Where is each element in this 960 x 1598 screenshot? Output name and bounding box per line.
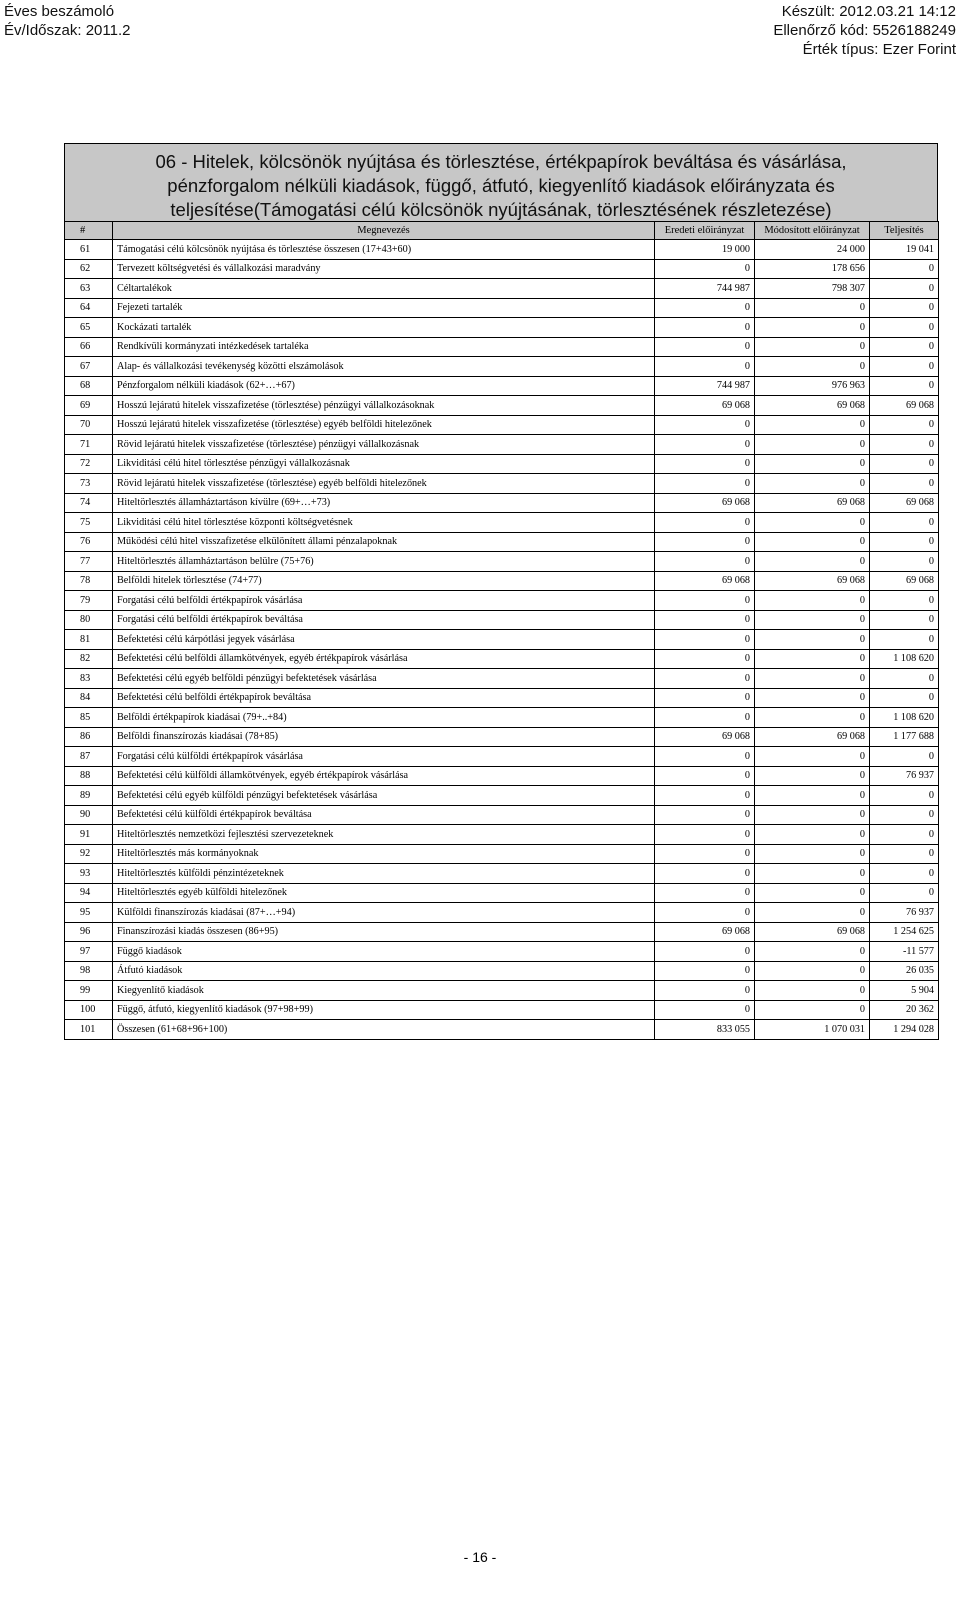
table-row [65, 240, 939, 260]
row-index: 98 [65, 961, 113, 981]
row-original: 0 [655, 747, 755, 767]
row-actual: 0 [870, 669, 939, 689]
row-modified: 0 [755, 591, 870, 611]
row-original: 0 [655, 766, 755, 786]
row-name: Fejezeti tartalék [113, 298, 655, 318]
row-index: 86 [65, 727, 113, 747]
row-index: 70 [65, 415, 113, 435]
row-index: 79 [65, 591, 113, 611]
column-header-index: # [65, 222, 113, 240]
row-original: 0 [655, 786, 755, 806]
row-index: 95 [65, 903, 113, 923]
row-original: 0 [655, 961, 755, 981]
row-actual: -11 577 [870, 942, 939, 962]
row-original: 0 [655, 513, 755, 533]
row-name: Rövid lejáratú hitelek visszafizetése (törlesztése) egyéb belföldi hitelezőnek [113, 474, 655, 494]
row-name: Kiegyenlítő kiadások [113, 981, 655, 1001]
check-code: Ellenőrző kód: 5526188249 [773, 22, 956, 39]
row-name: Támogatási célú kölcsönök nyújtása és törlesztése összesen (17+43+60) [113, 240, 655, 260]
row-original: 0 [655, 981, 755, 1001]
row-name: Befektetési célú egyéb külföldi pénzügyi befektetések vásárlása [113, 786, 655, 806]
table-row [65, 318, 939, 338]
column-header-name: Megnevezés [113, 222, 655, 240]
report-type: Éves beszámoló [4, 3, 115, 20]
row-name: Külföldi finanszírozás kiadásai (87+…+94) [113, 903, 655, 923]
table-header-row [65, 222, 939, 240]
table-row [65, 630, 939, 650]
row-actual: 0 [870, 610, 939, 630]
row-actual: 0 [870, 552, 939, 572]
data-table [64, 221, 939, 1040]
row-actual: 1 254 625 [870, 922, 939, 942]
row-index: 83 [65, 669, 113, 689]
row-name: Forgatási célú belföldi értékpapírok vásárlása [113, 591, 655, 611]
row-index: 96 [65, 922, 113, 942]
table-row [65, 532, 939, 552]
row-index: 67 [65, 357, 113, 377]
row-original: 744 987 [655, 376, 755, 396]
row-modified: 0 [755, 357, 870, 377]
row-actual: 0 [870, 259, 939, 279]
row-modified: 0 [755, 513, 870, 533]
row-modified: 0 [755, 435, 870, 455]
row-original: 69 068 [655, 571, 755, 591]
row-modified: 69 068 [755, 493, 870, 513]
row-modified: 0 [755, 552, 870, 572]
row-modified: 0 [755, 649, 870, 669]
row-actual: 0 [870, 435, 939, 455]
row-name: Likviditási célú hitel törlesztése központi költségvetésnek [113, 513, 655, 533]
row-actual: 0 [870, 298, 939, 318]
row-index: 66 [65, 337, 113, 357]
row-modified: 0 [755, 825, 870, 845]
report-title [64, 143, 938, 221]
row-name: Likviditási célú hitel törlesztése pénzügyi vállalkozásnak [113, 454, 655, 474]
row-actual: 0 [870, 844, 939, 864]
report-header-left [4, 2, 130, 40]
column-header-modified: Módosított előirányzat [755, 222, 870, 240]
table-row [65, 415, 939, 435]
row-name: Pénzforgalom nélküli kiadások (62+…+67) [113, 376, 655, 396]
table-row [65, 454, 939, 474]
row-original: 744 987 [655, 279, 755, 299]
table-row [65, 337, 939, 357]
table-row [65, 766, 939, 786]
row-actual: 76 937 [870, 903, 939, 923]
row-index: 74 [65, 493, 113, 513]
row-original: 0 [655, 318, 755, 338]
row-actual: 0 [870, 415, 939, 435]
table-row [65, 357, 939, 377]
row-name: Rendkívüli kormányzati intézkedések tartaléka [113, 337, 655, 357]
row-index: 89 [65, 786, 113, 806]
row-name: Hosszú lejáratú hitelek visszafizetése (törlesztése) pénzügyi vállalkozásoknak [113, 396, 655, 416]
table-row [65, 669, 939, 689]
table-row [65, 279, 939, 299]
row-original: 0 [655, 298, 755, 318]
row-name: Kockázati tartalék [113, 318, 655, 338]
row-original: 0 [655, 1000, 755, 1020]
row-original: 0 [655, 825, 755, 845]
table-row [65, 864, 939, 884]
row-name: Hiteltörlesztés nemzetközi fejlesztési szervezeteknek [113, 825, 655, 845]
row-modified: 798 307 [755, 279, 870, 299]
row-name: Hiteltörlesztés külföldi pénzintézeteknek [113, 864, 655, 884]
row-actual: 20 362 [870, 1000, 939, 1020]
row-actual: 0 [870, 376, 939, 396]
row-index: 73 [65, 474, 113, 494]
row-original: 69 068 [655, 396, 755, 416]
row-actual: 69 068 [870, 493, 939, 513]
row-original: 0 [655, 610, 755, 630]
row-name: Befektetési célú kárpótlási jegyek vásárlása [113, 630, 655, 650]
row-name: Tervezett költségvetési és vállalkozási maradvány [113, 259, 655, 279]
row-actual: 0 [870, 318, 939, 338]
row-index: 65 [65, 318, 113, 338]
row-name: Függő kiadások [113, 942, 655, 962]
row-modified: 0 [755, 981, 870, 1001]
row-original: 0 [655, 669, 755, 689]
row-actual: 0 [870, 747, 939, 767]
table-row [65, 552, 939, 572]
row-modified: 69 068 [755, 727, 870, 747]
row-name: Belföldi értékpapírok kiadásai (79+..+84) [113, 708, 655, 728]
table-row [65, 922, 939, 942]
row-actual: 0 [870, 688, 939, 708]
row-index: 62 [65, 259, 113, 279]
row-modified: 0 [755, 805, 870, 825]
row-index: 61 [65, 240, 113, 260]
row-name: Működési célú hitel visszafizetése elkülönített állami pénzalapoknak [113, 532, 655, 552]
row-actual: 0 [870, 786, 939, 806]
table-row [65, 1000, 939, 1020]
row-modified: 0 [755, 942, 870, 962]
row-name: Befektetési célú külföldi államkötvények, egyéb értékpapírok vásárlása [113, 766, 655, 786]
column-header-actual: Teljesítés [870, 222, 939, 240]
row-name: Befektetési célú belföldi államkötvények, egyéb értékpapírok vásárlása [113, 649, 655, 669]
table-row [65, 571, 939, 591]
row-index: 97 [65, 942, 113, 962]
row-original: 69 068 [655, 727, 755, 747]
row-index: 72 [65, 454, 113, 474]
row-actual: 1 294 028 [870, 1020, 939, 1040]
row-original: 0 [655, 708, 755, 728]
row-actual: 0 [870, 591, 939, 611]
row-original: 0 [655, 357, 755, 377]
row-original: 0 [655, 474, 755, 494]
row-name: Befektetési célú belföldi értékpapírok beváltása [113, 688, 655, 708]
row-original: 0 [655, 591, 755, 611]
row-actual: 0 [870, 474, 939, 494]
row-actual: 0 [870, 805, 939, 825]
column-header-original: Eredeti előirányzat [655, 222, 755, 240]
report-period: Év/Időszak: 2011.2 [4, 22, 131, 39]
row-actual: 0 [870, 513, 939, 533]
row-index: 68 [65, 376, 113, 396]
row-index: 77 [65, 552, 113, 572]
row-modified: 0 [755, 298, 870, 318]
row-modified: 24 000 [755, 240, 870, 260]
table-row [65, 376, 939, 396]
title-line-2: pénzforgalom nélküli kiadások, függő, átfutó, kiegyenlítő kiadások előirányzata és [167, 175, 835, 196]
page-number: - 16 - [463, 1549, 497, 1565]
table-row [65, 844, 939, 864]
row-index: 69 [65, 396, 113, 416]
table-row [65, 786, 939, 806]
row-actual: 0 [870, 454, 939, 474]
created-timestamp: Készült: 2012.03.21 14:12 [781, 3, 956, 20]
row-index: 92 [65, 844, 113, 864]
row-original: 0 [655, 844, 755, 864]
row-index: 91 [65, 825, 113, 845]
title-line-3: teljesítése(Támogatási célú kölcsönök nyújtásának, törlesztésének részletezése) [170, 199, 832, 220]
row-original: 0 [655, 415, 755, 435]
row-actual: 0 [870, 357, 939, 377]
row-modified: 0 [755, 844, 870, 864]
row-actual: 19 041 [870, 240, 939, 260]
row-modified: 0 [755, 630, 870, 650]
row-actual: 0 [870, 883, 939, 903]
row-modified: 0 [755, 766, 870, 786]
value-type: Érték típus: Ezer Forint [802, 41, 956, 58]
row-original: 0 [655, 552, 755, 572]
table-row [65, 805, 939, 825]
row-actual: 1 108 620 [870, 649, 939, 669]
row-modified: 0 [755, 669, 870, 689]
row-index: 94 [65, 883, 113, 903]
row-original: 0 [655, 532, 755, 552]
row-index: 99 [65, 981, 113, 1001]
row-actual: 76 937 [870, 766, 939, 786]
row-modified: 0 [755, 688, 870, 708]
row-index: 81 [65, 630, 113, 650]
row-modified: 0 [755, 1000, 870, 1020]
row-index: 88 [65, 766, 113, 786]
row-modified: 0 [755, 474, 870, 494]
row-actual: 0 [870, 630, 939, 650]
table-row [65, 259, 939, 279]
row-actual: 26 035 [870, 961, 939, 981]
table-row [65, 298, 939, 318]
table-row [65, 435, 939, 455]
row-actual: 0 [870, 864, 939, 884]
row-index: 93 [65, 864, 113, 884]
table-row [65, 883, 939, 903]
row-modified: 0 [755, 903, 870, 923]
row-original: 0 [655, 883, 755, 903]
row-name: Hosszú lejáratú hitelek visszafizetése (törlesztése) egyéb belföldi hitelezőnek [113, 415, 655, 435]
row-modified: 976 963 [755, 376, 870, 396]
row-original: 0 [655, 630, 755, 650]
row-actual: 5 904 [870, 981, 939, 1001]
table-row [65, 591, 939, 611]
row-original: 0 [655, 864, 755, 884]
row-modified: 0 [755, 318, 870, 338]
row-original: 0 [655, 259, 755, 279]
row-index: 84 [65, 688, 113, 708]
row-index: 101 [65, 1020, 113, 1040]
table-row [65, 942, 939, 962]
row-original: 0 [655, 435, 755, 455]
row-index: 71 [65, 435, 113, 455]
row-name: Függő, átfutó, kiegyenlítő kiadások (97+98+99) [113, 1000, 655, 1020]
table-row [65, 981, 939, 1001]
row-actual: 0 [870, 825, 939, 845]
table-row [65, 396, 939, 416]
row-index: 63 [65, 279, 113, 299]
row-index: 85 [65, 708, 113, 728]
row-modified: 0 [755, 961, 870, 981]
row-original: 0 [655, 688, 755, 708]
row-name: Összesen (61+68+96+100) [113, 1020, 655, 1040]
row-actual: 69 068 [870, 396, 939, 416]
row-modified: 0 [755, 532, 870, 552]
row-index: 64 [65, 298, 113, 318]
table-row [65, 474, 939, 494]
row-index: 80 [65, 610, 113, 630]
row-original: 833 055 [655, 1020, 755, 1040]
table-row [65, 727, 939, 747]
row-modified: 0 [755, 610, 870, 630]
row-original: 0 [655, 454, 755, 474]
row-original: 0 [655, 649, 755, 669]
report-header-right [773, 2, 956, 59]
row-actual: 1 108 620 [870, 708, 939, 728]
row-modified: 0 [755, 454, 870, 474]
table-row [65, 610, 939, 630]
row-name: Céltartalékok [113, 279, 655, 299]
table-row [65, 493, 939, 513]
row-name: Forgatási célú belföldi értékpapírok beváltása [113, 610, 655, 630]
table-row [65, 708, 939, 728]
row-modified: 0 [755, 708, 870, 728]
table-row [65, 1020, 939, 1040]
row-index: 90 [65, 805, 113, 825]
row-modified: 178 656 [755, 259, 870, 279]
row-actual: 0 [870, 337, 939, 357]
row-modified: 0 [755, 415, 870, 435]
row-name: Finanszírozási kiadás összesen (86+95) [113, 922, 655, 942]
report-section [64, 143, 938, 1040]
title-line-1: 06 - Hitelek, kölcsönök nyújtása és törlesztése, értékpapírok beváltása és vásárlása, [155, 151, 847, 172]
row-name: Forgatási célú külföldi értékpapírok vásárlása [113, 747, 655, 767]
row-name: Rövid lejáratú hitelek visszafizetése (törlesztése) pénzügyi vállalkozásnak [113, 435, 655, 455]
table-row [65, 825, 939, 845]
table-body [65, 240, 939, 1040]
row-original: 69 068 [655, 922, 755, 942]
row-index: 78 [65, 571, 113, 591]
row-actual: 0 [870, 279, 939, 299]
row-name: Belföldi finanszírozás kiadásai (78+85) [113, 727, 655, 747]
row-name: Hiteltörlesztés más kormányoknak [113, 844, 655, 864]
row-index: 76 [65, 532, 113, 552]
row-name: Hiteltörlesztés államháztartáson belülre (75+76) [113, 552, 655, 572]
row-index: 75 [65, 513, 113, 533]
row-modified: 69 068 [755, 396, 870, 416]
row-original: 0 [655, 337, 755, 357]
row-modified: 69 068 [755, 571, 870, 591]
row-actual: 0 [870, 532, 939, 552]
table-row [65, 649, 939, 669]
row-modified: 0 [755, 337, 870, 357]
row-name: Átfutó kiadások [113, 961, 655, 981]
row-modified: 0 [755, 747, 870, 767]
row-index: 82 [65, 649, 113, 669]
row-actual: 1 177 688 [870, 727, 939, 747]
table-row [65, 961, 939, 981]
row-index: 87 [65, 747, 113, 767]
row-original: 0 [655, 942, 755, 962]
row-original: 0 [655, 903, 755, 923]
row-original: 0 [655, 805, 755, 825]
row-name: Belföldi hitelek törlesztése (74+77) [113, 571, 655, 591]
row-modified: 0 [755, 883, 870, 903]
row-actual: 69 068 [870, 571, 939, 591]
row-modified: 0 [755, 786, 870, 806]
row-name: Befektetési célú egyéb belföldi pénzügyi befektetések vásárlása [113, 669, 655, 689]
row-name: Hiteltörlesztés államháztartáson kívülre (69+…+73) [113, 493, 655, 513]
row-modified: 69 068 [755, 922, 870, 942]
table-row [65, 747, 939, 767]
row-name: Befektetési célú külföldi értékpapírok beváltása [113, 805, 655, 825]
table-row [65, 513, 939, 533]
row-index: 100 [65, 1000, 113, 1020]
table-row [65, 688, 939, 708]
row-name: Hiteltörlesztés egyéb külföldi hitelezőnek [113, 883, 655, 903]
row-original: 69 068 [655, 493, 755, 513]
row-name: Alap- és vállalkozási tevékenység közötti elszámolások [113, 357, 655, 377]
row-original: 19 000 [655, 240, 755, 260]
row-modified: 0 [755, 864, 870, 884]
row-modified: 1 070 031 [755, 1020, 870, 1040]
table-row [65, 903, 939, 923]
